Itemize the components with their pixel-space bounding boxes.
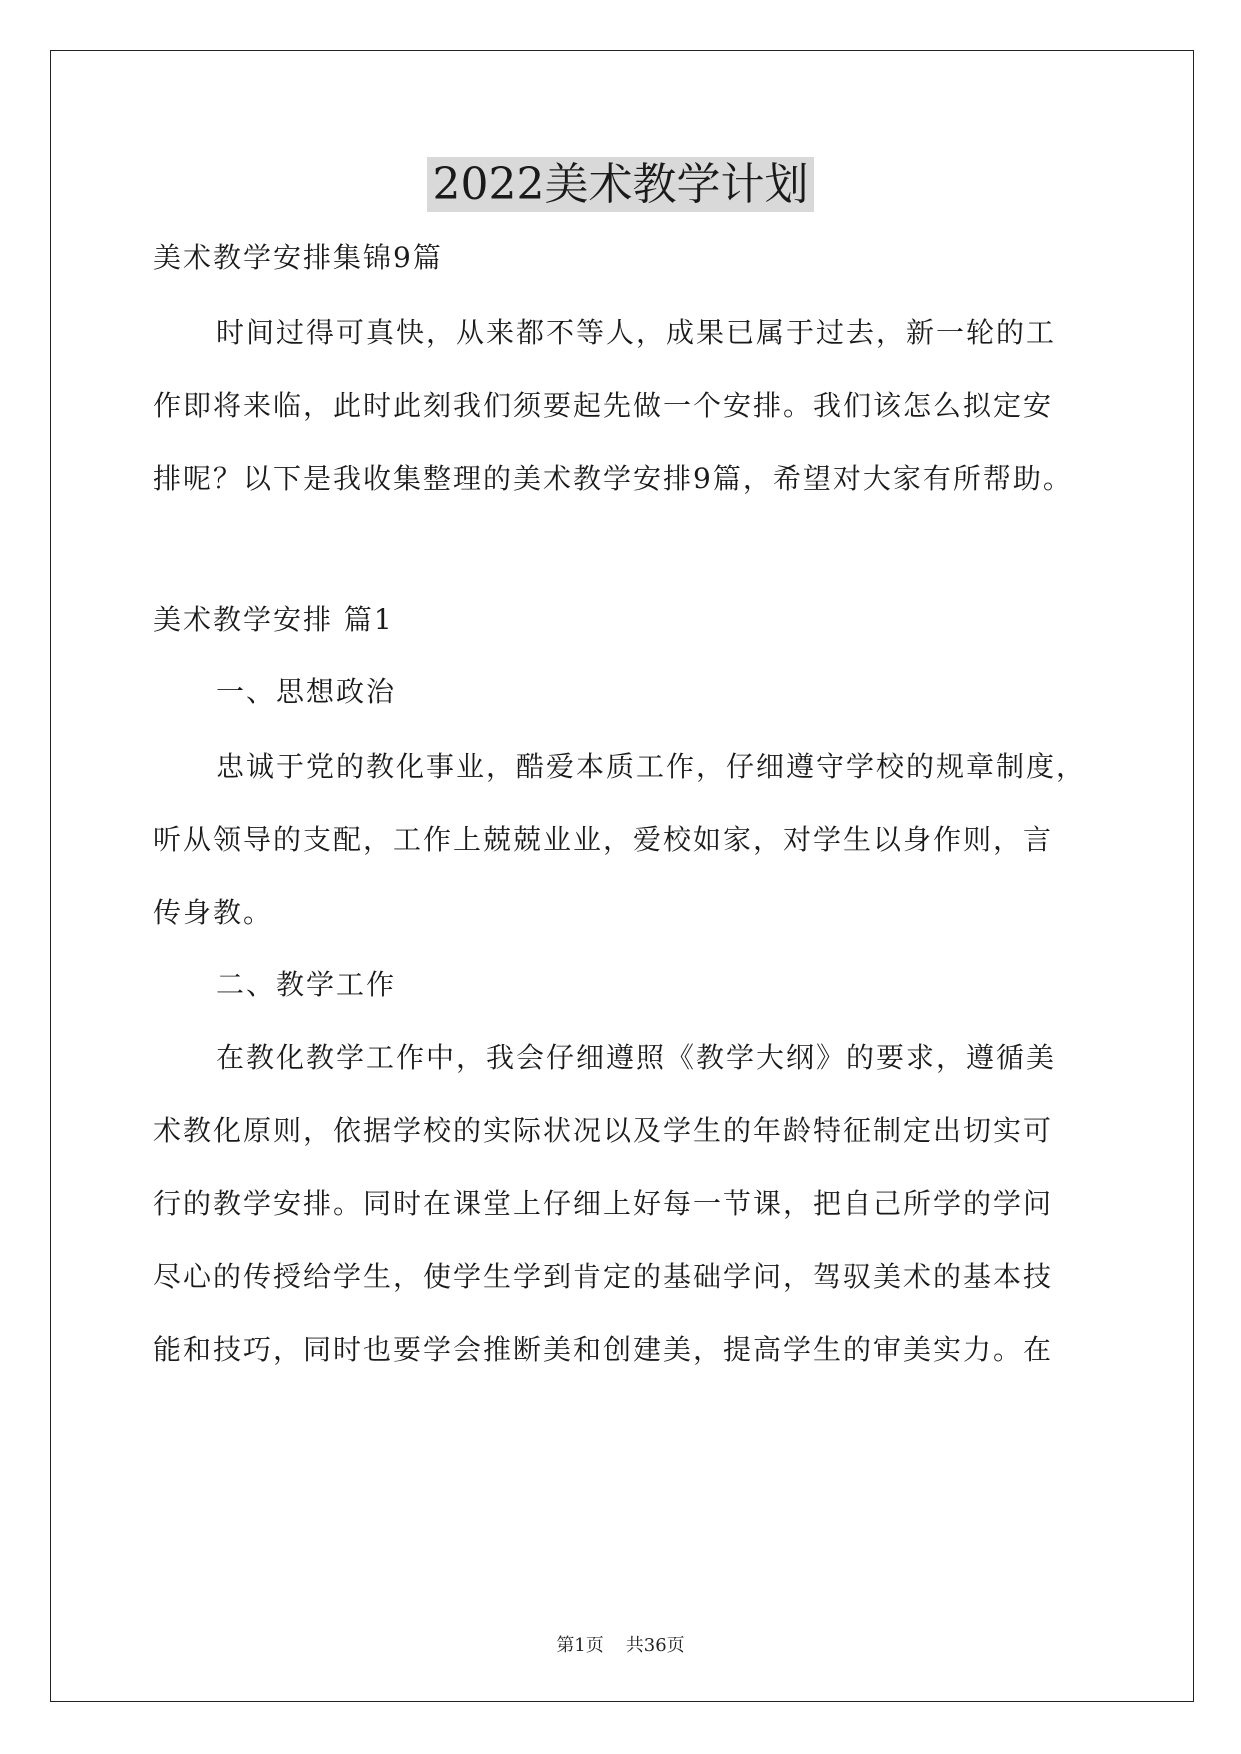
intro-line: 作即将来临，此时此刻我们须要起先做一个安排。我们该怎么拟定安	[153, 389, 1054, 422]
body-line: 行的教学安排。同时在课堂上仔细上好每一节课，把自己所学的学问	[153, 1187, 1054, 1220]
body-line: 术教化原则，依据学校的实际状况以及学生的年龄特征制定出切实可	[153, 1114, 1054, 1147]
body-line: 忠诚于党的教化事业，酷爱本质工作，仔细遵守学校的规章制度，	[216, 750, 1087, 783]
body-line: 传身教。	[153, 896, 274, 929]
part1-heading: 一、思想政治	[216, 675, 397, 708]
page-border	[50, 50, 1194, 1702]
document-title-text: 2022美术教学计划	[427, 157, 815, 212]
intro-line: 排呢？以下是我收集整理的美术教学安排9篇，希望对大家有所帮助。	[153, 462, 1073, 495]
document-title	[0, 155, 1241, 215]
subtitle: 美术教学安排集锦9篇	[153, 241, 443, 274]
page-footer	[0, 1634, 1241, 1658]
page-number: 第1页	[556, 1635, 604, 1656]
page-total: 共36页	[625, 1635, 685, 1656]
body-line: 听从领导的支配，工作上兢兢业业，爱校如家，对学生以身作则，言	[153, 823, 1054, 856]
body-line: 尽心的传授给学生，使学生学到肯定的基础学问，驾驭美术的基本技	[153, 1260, 1054, 1293]
intro-line: 时间过得可真快，从来都不等人，成果已属于过去，新一轮的工	[216, 316, 1057, 349]
body-line: 在教化教学工作中，我会仔细遵照《教学大纲》的要求，遵循美	[216, 1041, 1057, 1074]
body-line: 能和技巧，同时也要学会推断美和创建美，提高学生的审美实力。在	[153, 1333, 1054, 1366]
section-heading: 美术教学安排 篇1	[153, 603, 394, 636]
part2-heading: 二、教学工作	[216, 968, 397, 1001]
